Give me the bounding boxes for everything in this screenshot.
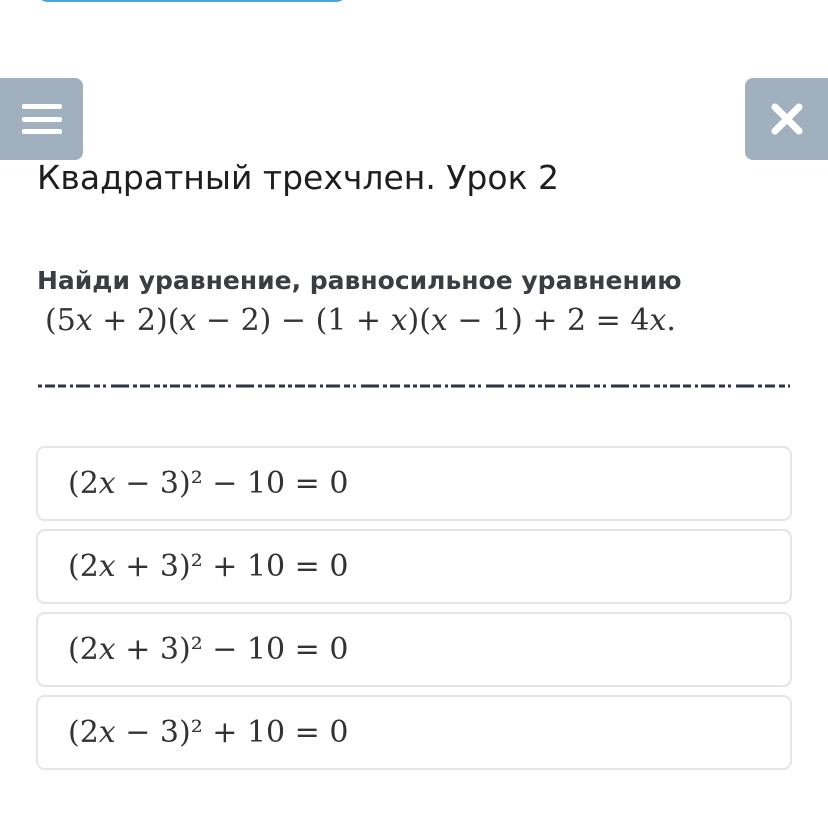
answer-option[interactable] (36, 612, 792, 687)
answer-option-text: (2x − 3)² − 10 = 0 (68, 466, 349, 501)
answer-option[interactable] (36, 446, 792, 521)
answer-option-text: (2x + 3)² + 10 = 0 (68, 549, 349, 584)
question-prompt: Найди уравнение, равносильное уравнению (37, 266, 682, 295)
close-button[interactable] (745, 78, 828, 160)
answer-option-text: (2x − 3)² + 10 = 0 (68, 715, 349, 750)
close-icon (770, 102, 804, 136)
answer-option[interactable] (36, 529, 792, 604)
answer-option[interactable] (36, 695, 792, 770)
top-action-bar[interactable] (36, 0, 348, 2)
drop-zone-divider (38, 381, 790, 391)
hamburger-menu-icon (22, 104, 62, 134)
question-equation: (5x + 2)(x − 2) − (1 + x)(x − 1) + 2 = 4x. (45, 303, 676, 338)
page-title: Квадратный трехчлен. Урок 2 (37, 158, 559, 197)
answer-option-text: (2x + 3)² − 10 = 0 (68, 632, 349, 667)
menu-button[interactable] (0, 78, 83, 160)
answer-options (36, 446, 792, 778)
